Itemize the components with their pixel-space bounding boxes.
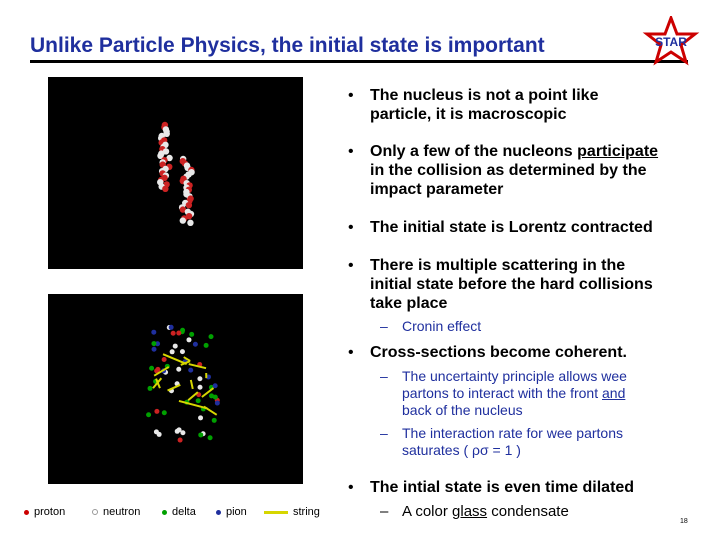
logo-text: STAR xyxy=(655,35,687,49)
slide-title: Unlike Particle Physics, the initial state is important xyxy=(30,34,545,57)
legend-neutron: neutron xyxy=(92,506,140,518)
nuclei-approach-image xyxy=(48,77,303,269)
proton-dot-icon xyxy=(24,510,29,515)
title-rule xyxy=(30,60,688,63)
legend-string: string xyxy=(264,506,320,518)
legend-delta: delta xyxy=(162,506,196,518)
string-line-icon xyxy=(264,511,288,514)
neutron-dot-icon xyxy=(92,509,98,515)
nuclei-collision-image xyxy=(48,294,303,484)
delta-dot-icon xyxy=(162,510,167,515)
particle-legend xyxy=(24,506,344,526)
star-logo xyxy=(640,16,702,66)
page-number: 18 xyxy=(680,518,688,525)
legend-proton: proton xyxy=(24,506,65,518)
pion-dot-icon xyxy=(216,510,221,515)
legend-pion: pion xyxy=(216,506,247,518)
